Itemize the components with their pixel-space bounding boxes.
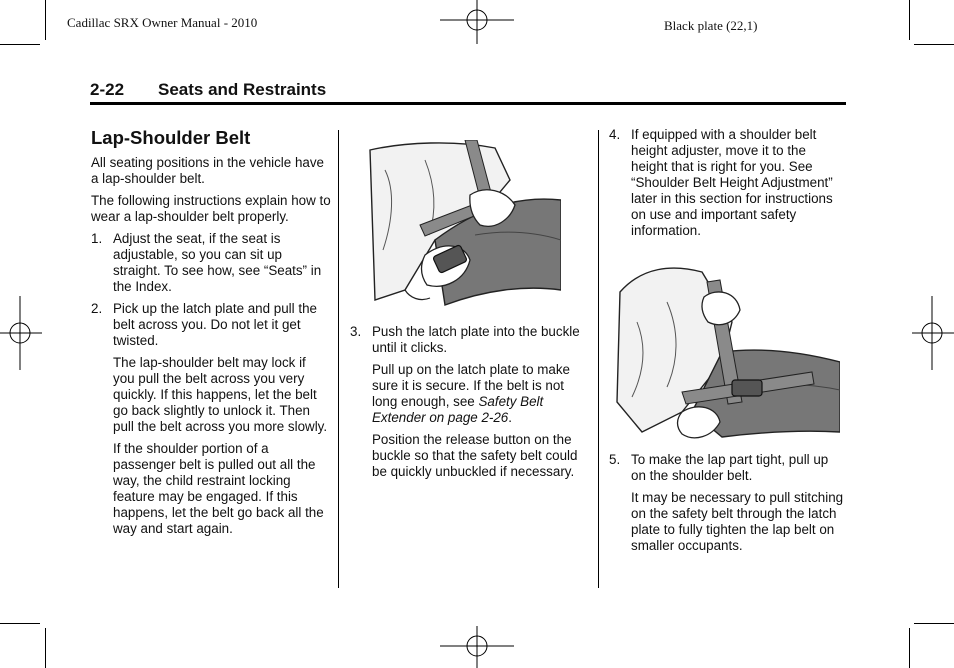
registration-mark-right (912, 296, 954, 370)
step-5 (609, 452, 845, 484)
step-text: To make the lap part tight, pull up on the shoulder belt. (631, 452, 829, 483)
page-number: 2-22 (90, 80, 125, 99)
paragraph: Position the release button on the buckle so that the safety belt could be quickly unbuckled if necessary. (372, 432, 578, 479)
paragraph: All seating positions in the vehicle have a lap-shoulder belt. (91, 155, 324, 186)
running-header-left: Cadillac SRX Owner Manual - 2010 (67, 15, 258, 30)
crop-mark (45, 0, 46, 40)
section-title: Seats and Restraints (158, 80, 327, 99)
column-divider (598, 130, 599, 588)
paragraph (350, 362, 590, 426)
paragraph: If the shoulder portion of a passenger belt is pulled out all the way, the child restraint locking feature may be engaged. If this happens, let the belt go back all the way and start again. (113, 441, 324, 536)
column-1 (91, 127, 331, 543)
registration-mark-left (0, 296, 42, 370)
step-text: Pick up the latch plate and pull the belt across you. Do not let it get twisted. (113, 301, 317, 348)
step-number: 2. (91, 301, 103, 316)
paragraph: It may be necessary to pull stitching on the safety belt through the latch plate to fully tighten the lap belt on smaller occupants. (631, 490, 844, 553)
crop-mark (45, 628, 46, 668)
crop-mark (914, 623, 954, 624)
step-text: Adjust the seat, if the seat is adjustable, so you can sit up straight. To see how, see “Seats” in the Index. (113, 231, 322, 294)
step-3 (350, 324, 590, 356)
crop-mark (914, 44, 954, 45)
cross-reference-link[interactable]: Safety Belt Extender on page 2-26 (372, 394, 544, 425)
column-divider (338, 130, 339, 588)
column-2 (350, 324, 590, 486)
column-3-bottom (609, 452, 845, 560)
text: . (508, 410, 512, 425)
step-2 (91, 301, 331, 349)
crop-mark (909, 628, 910, 668)
column-3-top (609, 127, 845, 245)
step-number: 3. (350, 324, 362, 339)
step-number: 1. (91, 231, 103, 246)
step-1 (91, 231, 331, 295)
running-header-right: Black plate (22,1) (664, 18, 758, 33)
registration-mark-top (440, 0, 514, 44)
latch-plate-illustration (365, 140, 561, 310)
paragraph: The following instructions explain how to wear a lap-shoulder belt properly. (91, 193, 331, 224)
step-text: If equipped with a shoulder belt height adjuster, move it to the height that is right for you. See “Shoulder Belt Height Adjustment” later in this section for instructions on use and important safety information. (631, 127, 833, 238)
step-number: 5. (609, 452, 621, 467)
step-text: Push the latch plate into the buckle until it clicks. (372, 324, 580, 355)
registration-mark-bottom (440, 626, 514, 668)
text: Pull up on the latch plate to make sure it is secure. If the belt is not long enough, see (372, 362, 571, 409)
crop-mark (909, 0, 910, 40)
step-number: 4. (609, 127, 621, 142)
step-4 (609, 127, 845, 239)
shoulder-belt-illustration (612, 262, 840, 446)
crop-mark (0, 623, 40, 624)
heading-lap-shoulder-belt: Lap-Shoulder Belt (91, 127, 251, 148)
crop-mark (0, 44, 40, 45)
header-rule (90, 102, 846, 105)
paragraph: The lap-shoulder belt may lock if you pull the belt across you very quickly. If this happens, let the belt go back slightly to unlock it. Then pull the belt across you more slowly. (113, 355, 328, 434)
